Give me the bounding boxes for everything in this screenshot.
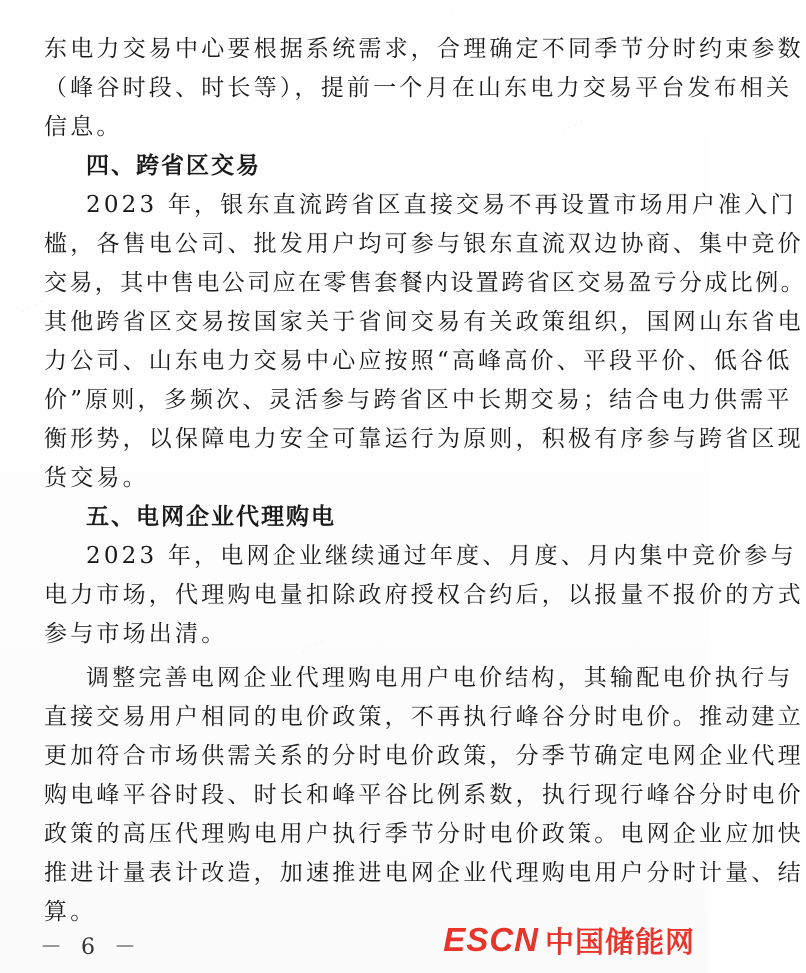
brand-logo-cjk: 中国储能网 <box>544 926 695 959</box>
paragraph-line: 参与市场出清。 <box>44 621 228 647</box>
paragraph-line: 算。 <box>44 899 97 925</box>
paragraph-line: 东电力交易中心要根据系统需求，合理确定不同季节分时约束参数 <box>44 36 804 62</box>
paragraph-line: 价”原则，多频次、灵活参与跨省区中长期交易；结合电力供需平 <box>44 387 793 413</box>
paragraph-line: 货交易。 <box>44 465 149 491</box>
brand-logo-latin: ESCN <box>443 921 539 958</box>
paragraph-line: 推进计量表计改造，加速推进电网企业代理购电用户分时计量、结 <box>44 860 804 886</box>
section-heading-4: 四、跨省区交易 <box>86 153 261 179</box>
paragraph-line: 力公司、山东电力交易中心应按照“高峰高价、平段平价、低谷低 <box>44 348 793 374</box>
paragraph-line: （峰谷时段、时长等），提前一个月在山东电力交易平台发布相关 <box>44 75 793 101</box>
paragraph-line: 调整完善电网企业代理购电用户电价结构，其输配电价执行与 <box>86 665 794 691</box>
paragraph-line: 2023 年，银东直流跨省区直接交易不再设置市场用户准入门 <box>86 192 797 218</box>
paragraph-line: 交易，其中售电公司应在零售套餐内设置跨省区交易盈亏分成比例。 <box>44 270 806 296</box>
paragraph-line: 2023 年，电网企业继续通过年度、月度、月内集中竞价参与 <box>86 543 797 569</box>
watermark-mark: · · · · <box>558 115 587 138</box>
section-heading-5: 五、电网企业代理购电 <box>86 504 336 530</box>
watermark-mark: · · · · <box>428 3 457 26</box>
page-number: － 6 － <box>40 935 142 960</box>
paragraph-line: 电力市场，代理购电量扣除政府授权合约后，以报量不报价的方式 <box>44 582 804 608</box>
watermark-mark: · · · · <box>298 635 327 658</box>
paragraph-line: 直接交易用户相同的电价政策，不再执行峰谷分时电价。推动建立 <box>44 704 804 730</box>
paragraph-line: 衡形势，以保障电力安全可靠运行为原则，积极有序参与跨省区现 <box>44 426 804 452</box>
watermark-mark: · · · · <box>18 295 47 318</box>
paragraph-line: 购电峰平谷时段、时长和峰平谷比例系数，执行现行峰谷分时电价 <box>44 782 804 808</box>
paragraph-line: 政策的高压代理购电用户执行季节分时电价政策。电网企业应加快 <box>44 821 804 847</box>
paragraph-line: 槛，各售电公司、批发用户均可参与银东直流双边协商、集中竞价 <box>44 231 804 257</box>
paragraph-line: 其他跨省区交易按国家关于省间交易有关政策组织，国网山东省电 <box>44 309 804 335</box>
paragraph-line: 信息。 <box>44 114 123 140</box>
brand-logo <box>443 918 695 962</box>
paragraph-line: 更加符合市场供需关系的分时电价政策，分季节确定电网企业代理 <box>44 743 804 769</box>
